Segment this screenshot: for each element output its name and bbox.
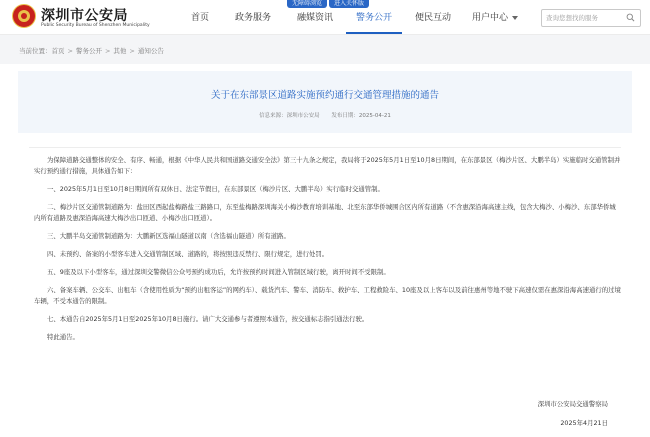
signature-date: 2025年4月21日: [560, 419, 608, 427]
nav-public-interaction[interactable]: 便民互动: [414, 13, 451, 23]
breadcrumb-notices[interactable]: 通知公告: [137, 47, 164, 55]
breadcrumb-bar: [0, 34, 650, 64]
paragraph-3: 三、大鹏半岛交通管制道路为：大鹏新区选福山隧道以南（含选福山隧道）所有道路。: [47, 232, 290, 240]
article-body: [34, 155, 622, 350]
elder-care-mode-button[interactable]: 进入关怀版: [329, 0, 369, 8]
article-source: 信息来源：深圳市公安局: [259, 113, 320, 119]
police-emblem-icon[interactable]: [12, 4, 36, 28]
nav-user-center[interactable]: [464, 8, 526, 34]
nav-gov-services[interactable]: 政务服务: [234, 13, 271, 23]
breadcrumb-prefix: 当前位置：: [19, 47, 52, 55]
accessibility-bar: [287, 0, 369, 8]
nav-police-affairs[interactable]: 警务公开: [346, 8, 402, 34]
divider: [29, 147, 621, 148]
breadcrumb-separator: >: [104, 46, 111, 55]
paragraph-4: 四、未预约、备案的小型客车进入交通管制区域、道路的，将按照违反禁行、限行规定，进行处罚。: [47, 250, 329, 258]
article-title: 关于在东部景区道路实施预约通行交通管理措施的通告: [210, 90, 439, 101]
paragraph-2: 二、梅沙片区交通管制道路为：盐田区西起盐梅路盐三路路口，东至盐梅路深圳海关小梅沙教育培训基地、北至东部华侨城围合区内所有道路（不含惠深沿海高速主线，包含大梅沙、小梅沙、东部华侨城内所有道路及惠深沿海高速大梅沙出口匝道、小梅沙出口匝道）。: [34, 203, 616, 222]
paragraph-1: 一、2025年5月1日至10月8日期间所有双休日、法定节假日，在东部景区（梅沙片区、大鹏半岛）实行临时交通管制。: [47, 185, 384, 193]
paragraph-5: 五、9座及以下小型客车，通过深圳交警微信公众号预约成功后，允许按预约时间进入管制区域行驶，离开时间不受限制。: [47, 268, 390, 276]
breadcrumb-separator: >: [129, 46, 135, 55]
chevron-down-icon: [512, 16, 518, 20]
accessible-browse-button[interactable]: 无障碍浏览: [287, 0, 327, 8]
paragraph-intro: 为保障道路交通整体的安全、有序、畅通，根据《中华人民共和国道路交通安全法》第三十九条之规定，我局将于2025年5月1日至10月8日期间，在东部景区（梅沙片区、大鹏半岛）实施临时交通管制并实行预约通行措施，具体通告如下：: [34, 156, 621, 175]
main-nav: [178, 8, 526, 34]
article-date: 发布日期：2025-04-21: [331, 113, 391, 119]
breadcrumb-separator: >: [67, 46, 73, 55]
site-title[interactable]: 深圳市公安局: [41, 8, 128, 24]
article-meta: [10, 111, 640, 119]
paragraph-6: 六、备案车辆、公交车、出租车（含使用性质为“预约出租客运”的网约车）、载货汽车、警车、消防车、救护车、工程救险车、10座及以上客车以及前往惠州等地不驶下高速仅需在惠深沿海高速通行的过境车辆，不受本通告的限制。: [34, 286, 621, 305]
nav-user-center-label: 用户中心: [471, 13, 508, 23]
signature: 深圳市公安局交通警察局: [537, 400, 608, 408]
nav-media-news[interactable]: 融媒资讯: [296, 13, 333, 23]
article-card: [10, 65, 640, 437]
breadcrumb-home[interactable]: 首页: [51, 47, 65, 55]
paragraph-closing: 特此通告。: [47, 333, 79, 341]
site-subtitle: Public Security Bureau of Shenzhen Municipality: [41, 23, 150, 28]
breadcrumb: [19, 46, 164, 55]
search-box: [541, 9, 641, 27]
paragraph-7: 七、本通告自2025年5月1日至2025年10月8日施行。请广大交通参与者遵照本通告，按交通标志指引通法行驶。: [47, 315, 369, 323]
breadcrumb-other[interactable]: 其他: [113, 47, 127, 55]
search-input[interactable]: [542, 10, 624, 26]
breadcrumb-police-affairs[interactable]: 警务公开: [75, 47, 102, 55]
title-band: [18, 71, 632, 133]
nav-home[interactable]: 首页: [190, 13, 209, 23]
search-icon[interactable]: [626, 13, 635, 22]
